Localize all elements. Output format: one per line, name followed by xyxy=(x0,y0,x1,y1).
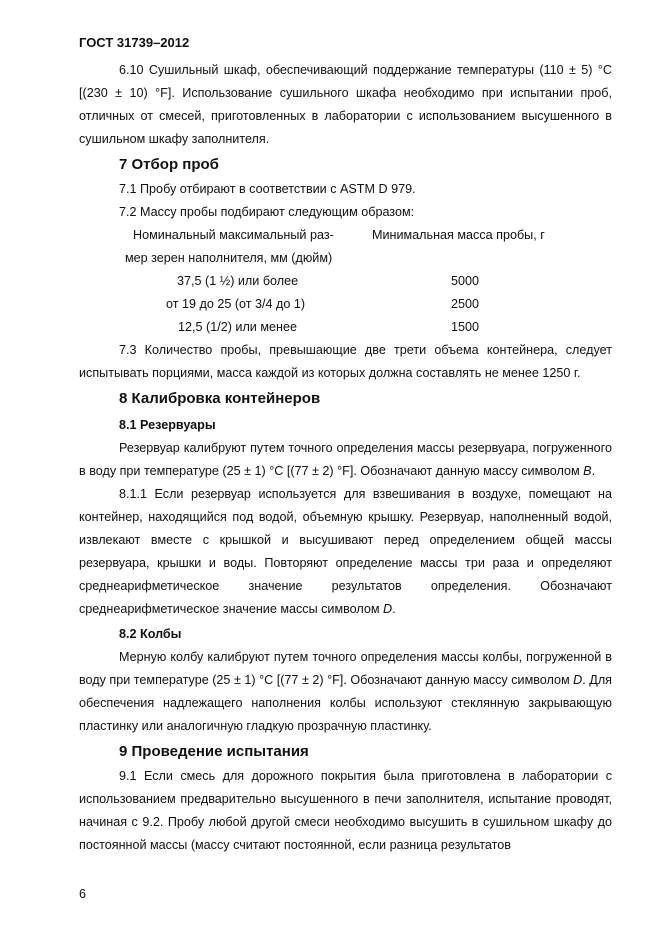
section-heading-7: 7 Отбор проб xyxy=(119,156,219,173)
sample-mass-table xyxy=(79,224,612,339)
symbol-b: B xyxy=(583,464,592,478)
section-heading-8: 8 Калибровка контейнеров xyxy=(119,390,321,407)
table-cell-size: 37,5 (1 ½) или более xyxy=(177,274,299,288)
table-cell-mass: 1500 xyxy=(451,320,480,334)
table-cell-mass: 2500 xyxy=(451,297,480,311)
paragraph-8-2: Мерную колбу калибруют путем точного определения массы колбы, погруженной в воду при температуре (25 ± 1) °С [(77 ± 2) °F]. Обозначают данную массу символом D. Для обеспечения надлежащего наполнения колбы используют стеклянную закрывающую пластинку или аналогичную гладкую прозрачную пластинку. xyxy=(79,650,612,733)
page-number: 6 xyxy=(79,887,87,901)
paragraph-7-3: 7.3 Количество пробы, превышающие две трети объема контейнера, следует испытывать порциями, масса каждой из которых должна составлять не менее 1250 г. xyxy=(79,343,612,380)
subsection-heading-8-2: 8.2 Колбы xyxy=(119,627,182,641)
symbol-d: D xyxy=(573,673,583,687)
paragraph-8-1: Резервуар калибруют путем точного определения массы резервуара, погруженного в воду при температуре (25 ± 1) °С [(77 ± 2) °F]. Обозначают данную массу символом B. xyxy=(79,441,612,478)
table-header-mass: Минимальная масса пробы, г xyxy=(372,228,545,242)
document-header: ГОСТ 31739–2012 xyxy=(79,35,190,50)
table-cell-size: от 19 до 25 (от 3/4 до 1) xyxy=(166,297,306,311)
paragraph-9-1: 9.1 Если смесь для дорожного покрытия была приготовлена в лаборатории с использованием предварительно высушенного в печи заполнителя, испытание проводят, начиная с 9.2. Пробу любой другой смеси необходимо высушить в сушильном шкафу до постоянной массы (массу считают постоянной, если разница результатов xyxy=(79,769,612,852)
document-body xyxy=(79,59,612,857)
table-header-size-line2: мер зерен наполнителя, мм (дюйм) xyxy=(125,251,333,265)
paragraph-8-1-1: 8.1.1 Если резервуар используется для взвешивания в воздухе, помещают на контейнер, находящийся под водой, объемную крышку. Резервуар, наполненный водой, извлекают вместе с крышкой и высушивают перед определением общей массы резервуара, крышки и воды. Повторяют определение массы три раза и определяют среднеарифметическое значение результатов определения. Обозначают среднеарифметическое значение массы символом D. xyxy=(79,487,612,616)
symbol-d: D xyxy=(383,602,393,616)
table-cell-size: 12,5 (1/2) или менее xyxy=(178,320,297,334)
table-cell-mass: 5000 xyxy=(451,274,480,288)
paragraph-7-1: 7.1 Пробу отбирают в соответствии с ASTM D 979. xyxy=(119,182,416,196)
paragraph-7-2: 7.2 Массу пробы подбирают следующим образом: xyxy=(119,205,415,219)
subsection-heading-8-1: 8.1 Резервуары xyxy=(119,418,216,432)
paragraph-6-10: 6.10 Сушильный шкаф, обеспечивающий поддержание температуры (110 ± 5) °С [(230 ± 10) °F]. Использование сушильного шкафа необходимо при испытании проб, отличных от смесей, приготовленных в лаборатории с использованием высушенного в сушильном шкафу заполнителя. xyxy=(79,63,612,146)
table-header-size-line1: Номинальный максимальный раз- xyxy=(133,228,334,242)
section-heading-9: 9 Проведение испытания xyxy=(119,743,309,760)
